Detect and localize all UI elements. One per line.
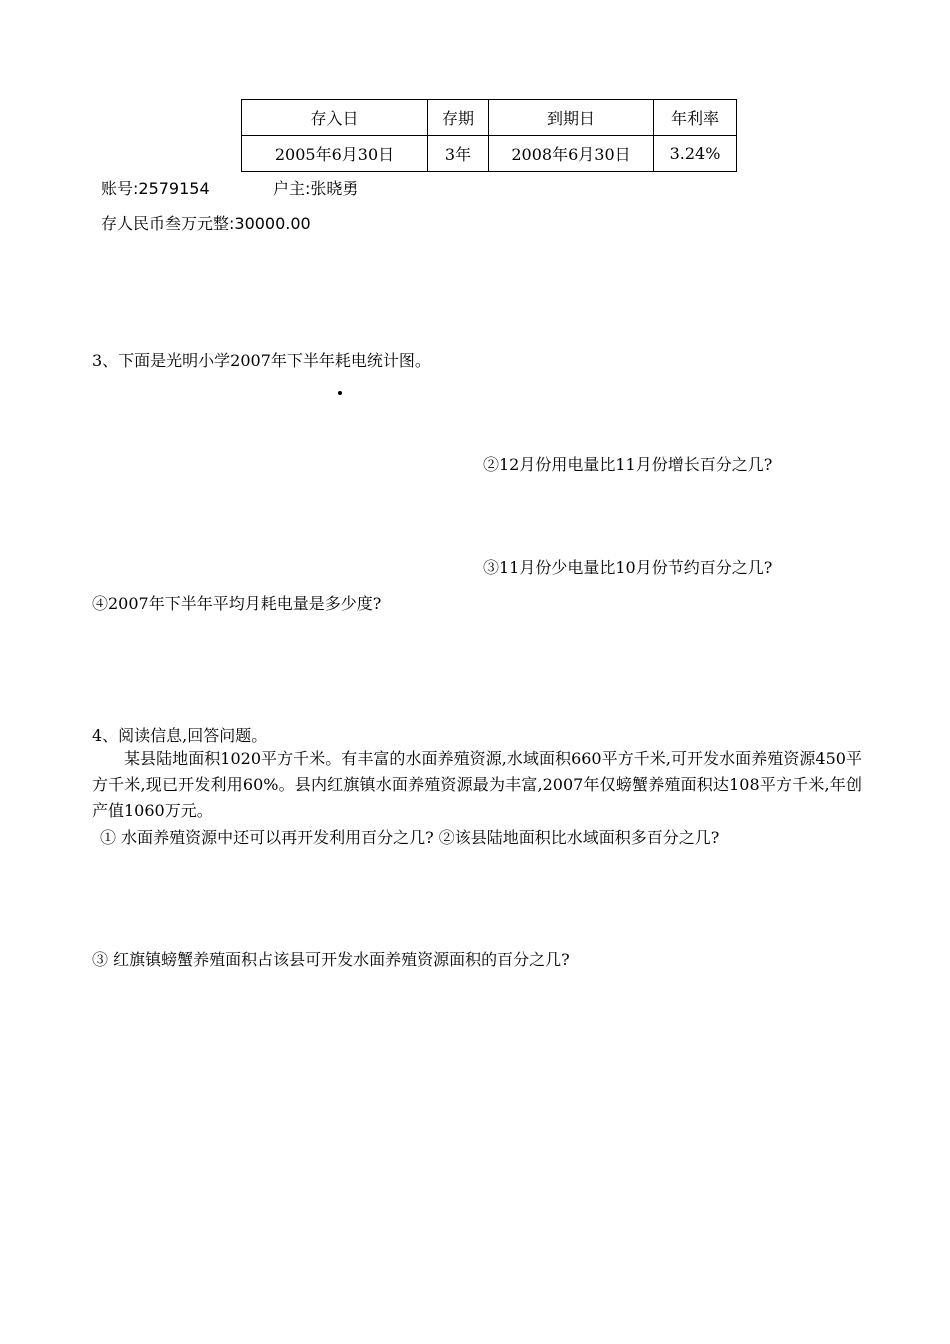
deposit-amount: 存人民币叁万元整:30000.00: [101, 214, 311, 233]
table-row: [242, 136, 737, 172]
header-maturity-date: 到期日: [489, 100, 654, 136]
cell-term: 3年: [428, 136, 489, 172]
question-4-sub-1-2: ① 水面养殖资源中还可以再开发利用百分之几? ②该县陆地面积比水域面积多百分之几?: [100, 828, 720, 847]
cell-maturity-date: 2008年6月30日: [489, 136, 654, 172]
table-header-row: [242, 100, 737, 136]
question-3-intro: 3、下面是光明小学2007年下半年耗电统计图。: [92, 351, 431, 370]
question-3-sub-2: ②12月份用电量比11月份增长百分之几?: [483, 455, 773, 474]
question-3-sub-4: ④2007年下半年平均月耗电量是多少度?: [92, 594, 382, 613]
header-annual-rate: 年利率: [654, 100, 737, 136]
question-4-intro: 4、阅读信息,回答问题。: [92, 726, 268, 745]
header-term: 存期: [428, 100, 489, 136]
question-4-sub-3: ③ 红旗镇螃蟹养殖面积占该县可开发水面养殖资源面积的百分之几?: [92, 950, 570, 969]
header-deposit-date: 存入日: [242, 100, 428, 136]
deposit-table: [241, 99, 737, 172]
cell-annual-rate: 3.24%: [654, 136, 737, 172]
account-number: 账号:2579154: [101, 179, 210, 198]
cell-deposit-date: 2005年6月30日: [242, 136, 428, 172]
question-3-sub-3: ③11月份少电量比10月份节约百分之几?: [483, 558, 773, 577]
question-4-paragraph: 某县陆地面积1020平方千米。有丰富的水面养殖资源,水域面积660平方千米,可开发水面养殖资源450平方千米,现已开发利用60%。县内红旗镇水面养殖资源最为丰富,2007年仅螃蟹养殖面积达108平方千米,年创产值1060万元。: [92, 749, 862, 820]
bullet-dot: [338, 391, 342, 395]
account-holder: 户主:张晓勇: [273, 179, 359, 198]
